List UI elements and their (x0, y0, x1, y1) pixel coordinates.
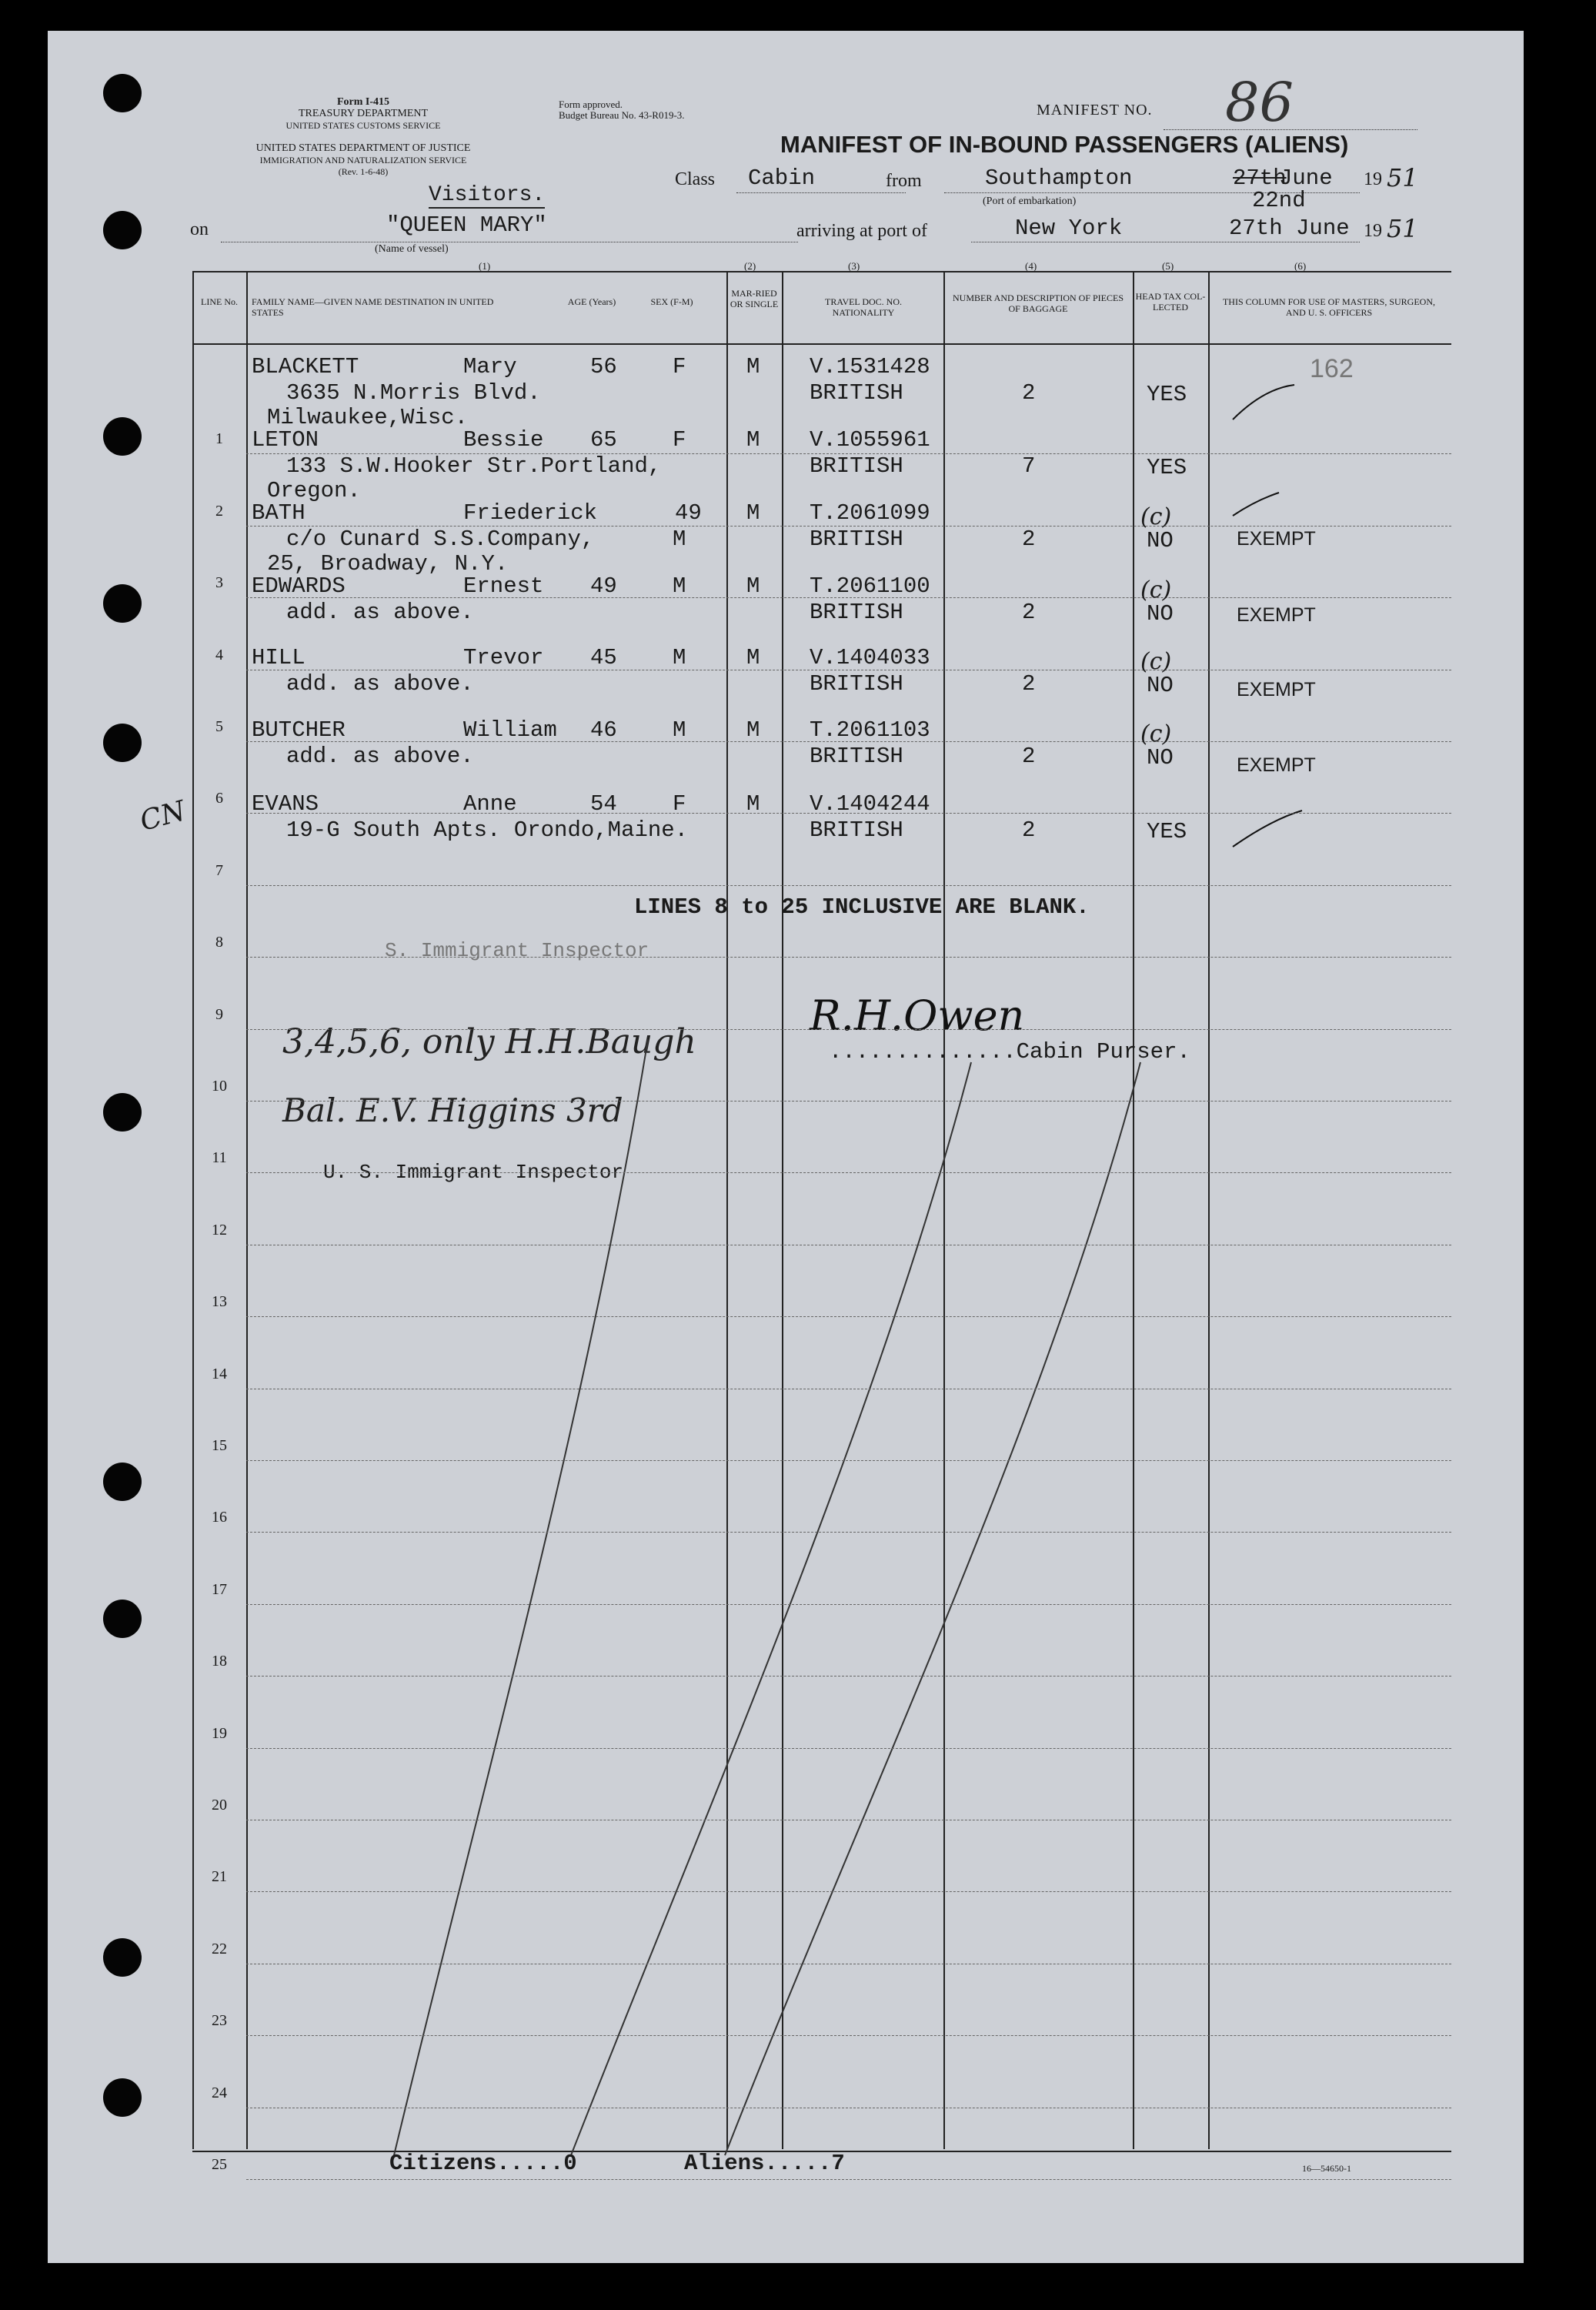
line-number: 6 (215, 790, 223, 807)
line-number: 2 (215, 502, 223, 520)
row-rule (246, 1820, 1451, 1821)
col-header-baggage: NUMBER AND DESCRIPTION OF PIECES OF BAGGAGE (952, 293, 1124, 314)
nationality: BRITISH (810, 527, 903, 552)
arrival-year: 51 (1387, 214, 1418, 243)
given-name: Friederick (463, 500, 598, 526)
row-rule (246, 1748, 1451, 1750)
aliens-count: Aliens.....7 (684, 2151, 845, 2176)
sex: M (673, 717, 686, 743)
baggage-count: 2 (1022, 527, 1036, 552)
marital-status: M (746, 500, 760, 526)
marital-status: M (746, 791, 760, 817)
stamp-number: 162 (1310, 354, 1354, 383)
line-number: 10 (212, 1078, 227, 1095)
col-header-name: FAMILY NAME—GIVEN NAME DESTINATION IN UNITED STATES (252, 296, 494, 318)
line-number: 9 (215, 1005, 223, 1023)
given-name: Bessie (463, 427, 544, 453)
row-rule (246, 1460, 1451, 1462)
head-tax-mark: (c) (1140, 648, 1172, 675)
head-tax-mark: (c) (1140, 720, 1172, 747)
budget-bureau: Budget Bureau No. 43-R019-3. (559, 109, 685, 121)
row-rule (246, 1101, 1451, 1102)
line-number: 14 (212, 1365, 227, 1382)
officer-note: EXEMPT (1237, 604, 1316, 626)
inspector-label: U. S. Immigrant Inspector (323, 1161, 624, 1184)
col-num: (6) (1294, 260, 1307, 272)
row-rule (246, 1172, 1451, 1174)
marital-status: M (746, 645, 760, 670)
address-line-2: 25, Broadway, N.Y. (267, 551, 509, 577)
address-line-1: add. as above. (286, 744, 474, 769)
arrival-date: 27th June (1229, 216, 1350, 241)
line-number: 3 (215, 574, 223, 592)
col-num: (1) (479, 260, 491, 272)
row-rule (246, 2108, 1451, 2109)
travel-doc-number: T.2061100 (810, 573, 930, 599)
line-number: 12 (212, 1221, 227, 1239)
line-number: 1 (215, 430, 223, 448)
address-line-1: 3635 N.Morris Blvd. (286, 380, 541, 406)
line-number: 17 (212, 1580, 227, 1598)
nationality: BRITISH (810, 380, 903, 406)
blank-lines-note: LINES 8 to 25 INCLUSIVE ARE BLANK. (634, 894, 1090, 920)
given-name: Anne (463, 791, 517, 817)
line-number: 11 (212, 1149, 227, 1167)
age: 46 (590, 717, 617, 743)
address-line-1: add. as above. (286, 671, 474, 697)
col-header-officers: THIS COLUMN FOR USE OF MASTERS, SURGEON, AND U. S. OFFICERS (1222, 296, 1436, 318)
line-number: 7 (215, 861, 223, 879)
head-tax: YES (1147, 819, 1187, 844)
row-rule (246, 1532, 1451, 1533)
family-name: EDWARDS (252, 573, 346, 599)
col-header-line: LINE No. (201, 296, 238, 307)
line-number: 4 (215, 646, 223, 664)
inspector-faint-label: S. Immigrant Inspector (385, 939, 649, 962)
travel-doc-number: V.1404244 (810, 791, 930, 817)
col-header-married: MAR-RIED OR SINGLE (730, 288, 779, 309)
arrival-port: New York (1015, 216, 1123, 241)
margin-mark: CN (136, 795, 189, 837)
revision-label: (Rev. 1-6-48) (338, 166, 389, 177)
visitors-label: Visitors. (429, 183, 546, 207)
inspector-handwriting-1: 3,4,5,6, only H.H.Baugh (282, 1022, 696, 1061)
row-rule (246, 885, 1451, 887)
line-number: 24 (212, 2084, 227, 2101)
manifest-title: MANIFEST OF IN-BOUND PASSENGERS (ALIENS) (780, 131, 1349, 158)
col-header-sex: SEX (F-M) (650, 296, 693, 307)
col-header-head-tax: HEAD TAX COL-LECTED (1135, 291, 1206, 313)
given-name: William (463, 717, 557, 743)
nationality: BRITISH (810, 453, 903, 479)
row-rule (246, 1676, 1451, 1677)
nationality: BRITISH (810, 744, 903, 769)
baggage-count: 2 (1022, 380, 1036, 406)
arrival-year-prefix: 19 (1364, 221, 1382, 241)
manifest-page (48, 31, 1524, 2263)
purser-signature: R.H.Owen (810, 991, 1025, 1040)
row-rule (246, 1245, 1451, 1246)
family-name: BLACKETT (252, 354, 359, 379)
baggage-count: 2 (1022, 817, 1036, 843)
sex: F (673, 791, 686, 817)
vessel-name: "QUEEN MARY" (386, 212, 547, 238)
head-tax-mark: (c) (1140, 503, 1172, 530)
nationality: BRITISH (810, 671, 903, 697)
head-tax: NO (1147, 745, 1174, 771)
head-tax: NO (1147, 528, 1174, 553)
head-tax: YES (1147, 455, 1187, 480)
given-name: Mary (463, 354, 517, 379)
embark-caption: (Port of embarkation) (983, 196, 1077, 207)
manifest-number: 86 (1225, 71, 1294, 134)
line-number: 19 (212, 1724, 227, 1742)
address-line-2: Milwaukee,Wisc. (267, 405, 469, 430)
marital-status: M (746, 427, 760, 453)
baggage-count: 2 (1022, 671, 1036, 697)
row-rule (246, 1964, 1451, 1965)
line-number: 22 (212, 1940, 227, 1957)
address-line-1: 19-G South Apts. Orondo,Maine. (286, 817, 689, 843)
sex: F (673, 427, 686, 453)
family-name: BUTCHER (252, 717, 346, 743)
row-rule (246, 1389, 1451, 1390)
departure-year: 51 (1387, 163, 1418, 192)
baggage-count: 2 (1022, 744, 1036, 769)
baggage-count: 7 (1022, 453, 1036, 479)
departure-month: June (1279, 165, 1333, 191)
inspector-handwriting-2: Bal. E.V. Higgins 3rd (282, 1091, 623, 1129)
line-number: 25 (212, 2156, 227, 2173)
nationality: BRITISH (810, 600, 903, 625)
col-num: (3) (848, 260, 860, 272)
line-number: 18 (212, 1653, 227, 1670)
on-label: on (190, 219, 209, 239)
age: 56 (590, 354, 617, 379)
nationality: BRITISH (810, 817, 903, 843)
col-header-travel-doc: TRAVEL DOC. NO. NATIONALITY (824, 296, 902, 318)
marital-status: M (746, 573, 760, 599)
line-number: 20 (212, 1797, 227, 1814)
age: 49 (675, 500, 702, 526)
travel-doc-number: T.2061099 (810, 500, 930, 526)
age: 54 (590, 791, 617, 817)
col-header-age: AGE (Years) (567, 296, 616, 307)
address-line-1: 133 S.W.Hooker Str.Portland, (286, 453, 662, 479)
age: 49 (590, 573, 617, 599)
manifest-label: MANIFEST NO. (1037, 102, 1153, 119)
sex: M (673, 527, 686, 552)
family-name: BATH (252, 500, 306, 526)
justice-label: UNITED STATES DEPARTMENT OF JUSTICE (255, 142, 471, 154)
baggage-count: 2 (1022, 600, 1036, 625)
row-rule (246, 1029, 1451, 1031)
marital-status: M (746, 717, 760, 743)
row-rule (246, 1891, 1451, 1893)
row-rule (246, 1604, 1451, 1606)
travel-doc-number: T.2061103 (810, 717, 930, 743)
purser-label: ..............Cabin Purser. (829, 1039, 1190, 1065)
col-num: (4) (1025, 260, 1037, 272)
class-value: Cabin (748, 165, 816, 191)
col-num: (5) (1162, 260, 1174, 272)
address-line-2: Oregon. (267, 478, 361, 503)
travel-doc-number: V.1531428 (810, 354, 930, 379)
from-label: from (886, 171, 922, 191)
line-number: 5 (215, 718, 223, 735)
travel-doc-number: V.1404033 (810, 645, 930, 670)
address-line-1: add. as above. (286, 600, 474, 625)
line-number: 15 (212, 1437, 227, 1454)
officer-note: EXEMPT (1237, 754, 1316, 776)
marital-status: M (746, 354, 760, 379)
given-name: Ernest (463, 573, 544, 599)
officer-note: EXEMPT (1237, 528, 1316, 550)
head-tax: YES (1147, 382, 1187, 407)
line-number: 21 (212, 1868, 227, 1886)
head-tax: NO (1147, 673, 1174, 698)
sex: F (673, 354, 686, 379)
line-number: 16 (212, 1509, 227, 1526)
date-correction: 22nd (1252, 188, 1306, 213)
treasury-label: TREASURY DEPARTMENT (298, 108, 429, 119)
pen-stroke (394, 1039, 648, 2155)
head-tax-mark: (c) (1140, 577, 1172, 603)
year-prefix: 19 (1364, 169, 1382, 189)
pen-stroke (725, 1062, 1140, 2155)
age: 45 (590, 645, 617, 670)
address-line-1: c/o Cunard S.S.Company, (286, 527, 595, 552)
head-tax: NO (1147, 601, 1174, 627)
row-rule (246, 2035, 1451, 2037)
struck-date: 27th (1233, 165, 1287, 191)
line-number: 8 (215, 934, 223, 951)
sex: M (673, 573, 686, 599)
travel-doc-number: V.1055961 (810, 427, 930, 453)
sex: M (673, 645, 686, 670)
row-rule (246, 2179, 1451, 2181)
form-approved: Form approved. (559, 99, 623, 110)
family-name: LETON (252, 427, 319, 453)
row-rule (246, 1316, 1451, 1318)
pen-stroke (571, 1062, 971, 2155)
col-num: (2) (744, 260, 756, 272)
family-name: HILL (252, 645, 306, 670)
line-number: 23 (212, 2012, 227, 2030)
print-code: 16—54650-1 (1302, 2163, 1351, 2174)
given-name: Trevor (463, 645, 544, 670)
ins-label: IMMIGRATION AND NATURALIZATION SERVICE (259, 155, 467, 165)
vessel-caption: (Name of vessel) (375, 243, 449, 255)
officer-note: EXEMPT (1237, 679, 1316, 700)
arriving-label: arriving at port of (796, 221, 927, 241)
family-name: EVANS (252, 791, 319, 817)
form-number: Form I-415 (336, 96, 390, 108)
customs-label: UNITED STATES CUSTOMS SERVICE (285, 120, 441, 131)
line-number: 13 (212, 1293, 227, 1311)
class-label: Class (675, 169, 716, 189)
citizens-count: Citizens.....0 (389, 2151, 577, 2176)
row-rule (246, 957, 1451, 958)
embark-port: Southampton (985, 165, 1133, 191)
age: 65 (590, 427, 617, 453)
